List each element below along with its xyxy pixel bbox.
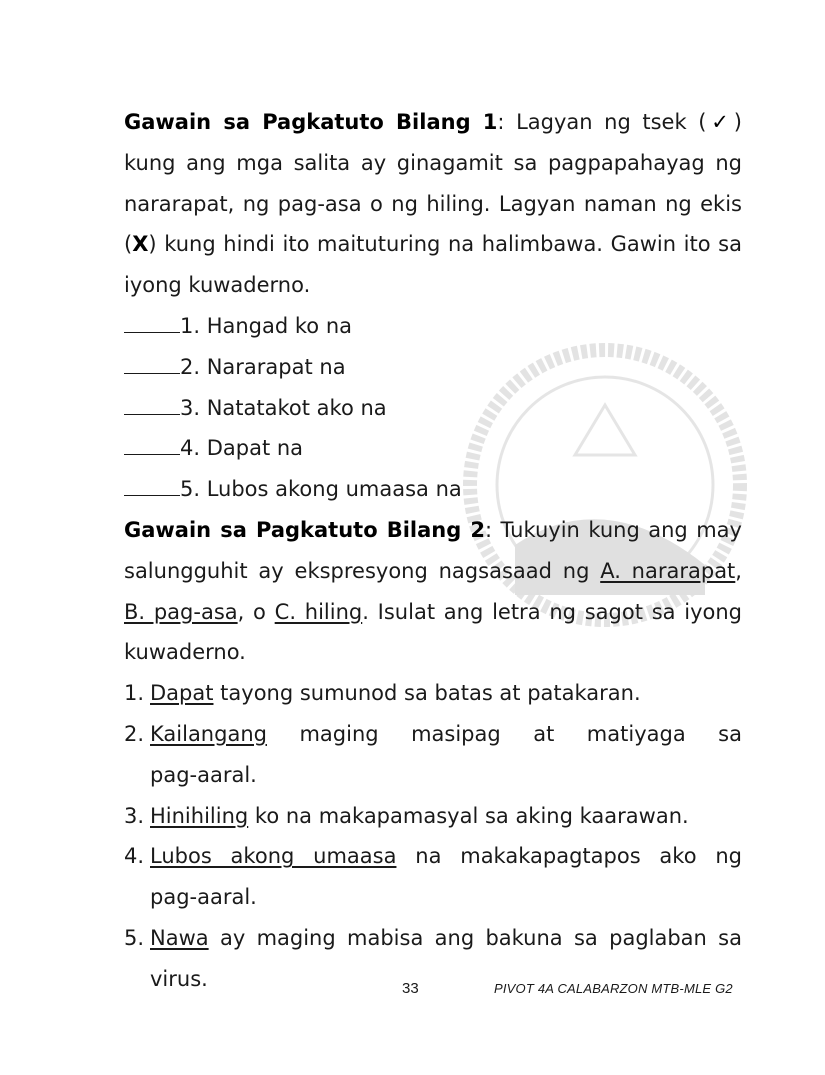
answer-blank[interactable] — [124, 392, 180, 415]
footer-title: PIVOT 4A CALABARZON MTB-MLE G2 — [494, 981, 733, 996]
option-b: B. pag-asa — [124, 599, 238, 624]
worksheet-content — [124, 102, 742, 1000]
activity-1-label: Gawain sa Pagkatuto Bilang 1 — [124, 110, 498, 134]
answer-line-3: 3. Natatakot ako na — [124, 388, 742, 429]
answer-line-1: 1. Hangad ko na — [124, 306, 742, 347]
answer-line-4: 4. Dapat na — [124, 428, 742, 469]
question-3: 3. Hinihiling ko na makapamasyal sa aking kaarawan. — [124, 803, 689, 828]
answer-line-2: 2. Nararapat na — [124, 347, 742, 388]
question-5: 5. Nawa ay maging mabisa ang bakuna sa paglaban sa virus. — [124, 925, 742, 991]
activity-2-instructions: Gawain sa Pagkatuto Bilang 2: Tukuyin kung ang may salungguhit ay ekspresyong nagsasaad ng A. nararapat, B. pag-asa, o C. hiling. Isulat ang letra ng sagot sa iyong kuwaderno. — [124, 517, 743, 665]
question-2: 2. Kailangang maging masipag at matiyaga sa pag-aaral. — [124, 721, 742, 787]
check-mark: ✓ — [706, 110, 734, 134]
activity-2-label: Gawain sa Pagkatuto Bilang 2 — [124, 517, 485, 542]
question-4: 4. Lubos akong umaasa na makakapagtapos ako ng pag-aaral. — [124, 844, 742, 910]
answer-line-5: 5. Lubos akong umaasa na — [124, 469, 742, 510]
option-a: A. nararapat — [600, 558, 736, 583]
answer-blank[interactable] — [124, 432, 180, 455]
page-number: 33 — [402, 980, 419, 997]
question-1: 1. Dapat tayong sumunod sa batas at patakaran. — [124, 681, 641, 706]
option-c: C. hiling — [274, 599, 363, 624]
answer-blank[interactable] — [124, 310, 180, 333]
answer-blank[interactable] — [124, 473, 180, 496]
activity-1-instructions: Gawain sa Pagkatuto Bilang 1: Lagyan ng tsek (✓) kung ang mga salita ay ginagamit sa pagpapahayag ng nararapat, ng pag-asa o ng hiling. Lagyan naman ng ekis (X) kung hindi ito maituturing na halimbawa. Gawin ito sa iyong kuwaderno. — [124, 110, 742, 298]
answer-blank[interactable] — [124, 351, 180, 374]
x-mark: X — [132, 232, 149, 257]
